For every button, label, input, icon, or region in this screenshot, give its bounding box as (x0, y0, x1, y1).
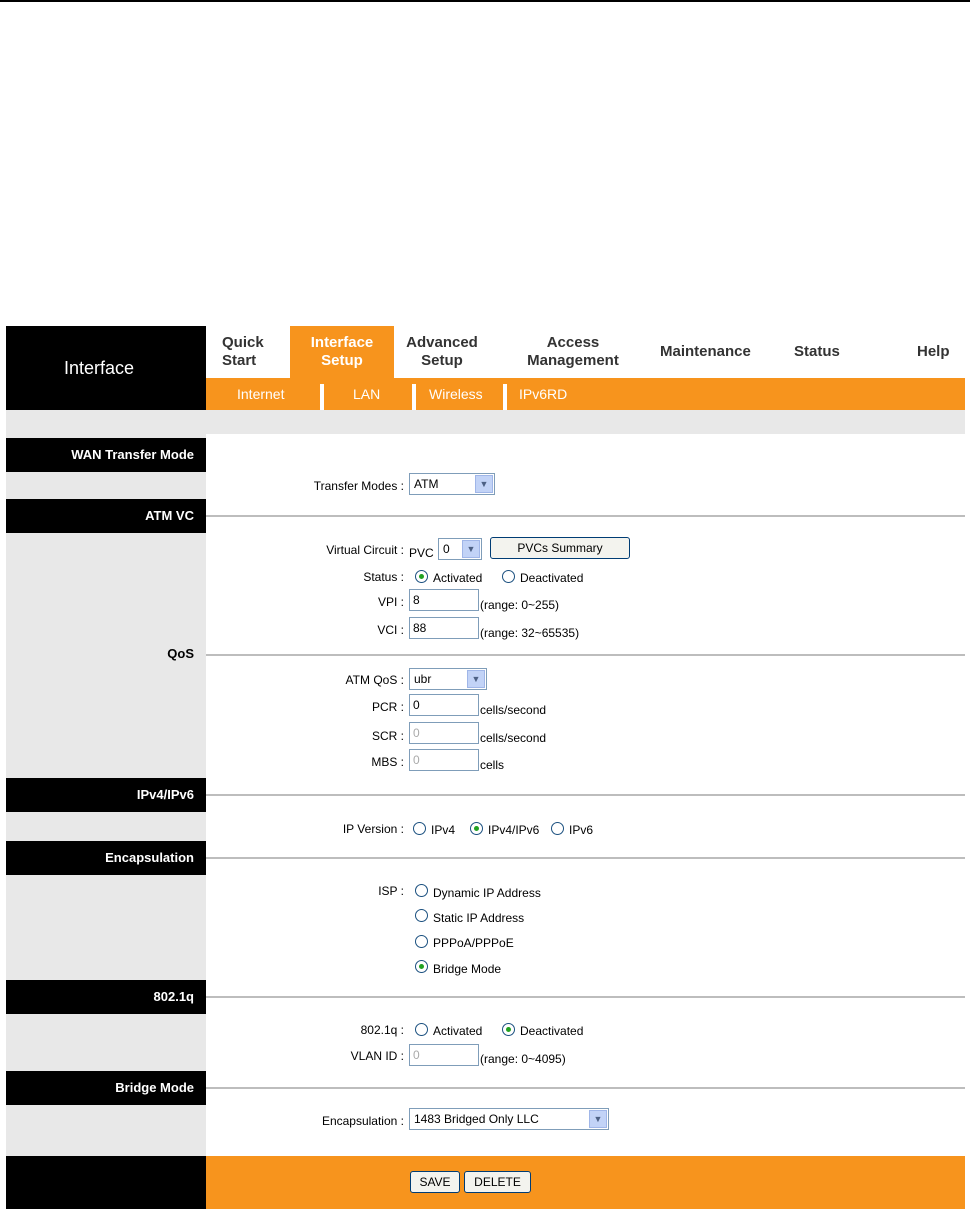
atm-qos-select[interactable] (409, 668, 487, 690)
isp-bridge-label: Bridge Mode (433, 962, 502, 976)
ipv6-radio[interactable] (551, 822, 564, 835)
tab-quick-start-line1: Quick (222, 334, 264, 351)
tab-status[interactable]: Status (794, 343, 840, 360)
atm-qos-label: ATM QoS : (345, 673, 404, 687)
mbs-unit: cells (480, 758, 505, 772)
section-divider (206, 515, 965, 517)
status-deactivated-radio[interactable] (502, 570, 515, 583)
dot1q-activated-radio[interactable] (415, 1023, 428, 1036)
section-802-1q: 802.1q (6, 980, 206, 1014)
section-divider (206, 996, 965, 998)
section-encapsulation: Encapsulation (6, 841, 206, 875)
section-divider (206, 857, 965, 859)
mbs-input[interactable]: 0 (409, 749, 479, 771)
status-deactivated-label: Deactivated (520, 571, 584, 585)
scr-unit: cells/second (480, 731, 547, 745)
vpi-input[interactable]: 8 (409, 589, 479, 611)
chevron-down-icon: ▼ (589, 1110, 607, 1128)
status-activated-label: Activated (433, 571, 483, 585)
mbs-label: MBS : (371, 755, 404, 769)
isp-pppoa-radio[interactable] (415, 935, 428, 948)
vpi-label: VPI : (377, 595, 404, 609)
bridge-encapsulation-select[interactable] (409, 1108, 609, 1130)
isp-static-label: Static IP Address (433, 911, 525, 925)
pcr-label: PCR : (371, 700, 404, 714)
main-nav (206, 326, 965, 378)
isp-bridge-radio[interactable] (415, 960, 428, 973)
pcr-input[interactable]: 0 (409, 694, 479, 716)
ipv4ipv6-label: IPv4/IPv6 (488, 823, 540, 837)
pvc-value: 0 (443, 542, 450, 556)
virtual-circuit-label: Virtual Circuit : (326, 543, 404, 557)
tab-maintenance[interactable]: Maintenance (660, 343, 751, 360)
tab-interface-setup-line2: Setup (321, 352, 363, 369)
section-wan-transfer-mode: WAN Transfer Mode (6, 438, 206, 472)
vlan-id-range: (range: 0~4095) (480, 1052, 566, 1066)
chevron-down-icon: ▼ (467, 670, 485, 688)
isp-pppoa-label: PPPoA/PPPoE (433, 936, 514, 950)
transfer-modes-select[interactable] (409, 473, 495, 495)
subtab-ipv6rd[interactable]: IPv6RD (519, 386, 568, 402)
isp-label: ISP : (378, 884, 404, 898)
page-title: Interface (64, 358, 135, 378)
section-divider (206, 654, 965, 656)
save-button[interactable]: SAVE (410, 1171, 460, 1193)
isp-static-radio[interactable] (415, 909, 428, 922)
pcr-unit: cells/second (480, 703, 547, 717)
subtab-internet[interactable]: Internet (237, 386, 285, 402)
scr-label: SCR : (371, 729, 404, 743)
bridge-encapsulation-value: 1483 Bridged Only LLC (414, 1112, 539, 1126)
chevron-down-icon: ▼ (462, 540, 480, 558)
vpi-range: (range: 0~255) (480, 598, 560, 612)
chevron-down-icon: ▼ (475, 475, 493, 493)
section-bridge-mode: Bridge Mode (6, 1071, 206, 1105)
dot1q-activated-label: Activated (433, 1024, 483, 1038)
isp-dynamic-label: Dynamic IP Address (433, 886, 541, 900)
dot1q-deactivated-label: Deactivated (520, 1024, 584, 1038)
section-qos: QoS (167, 646, 194, 661)
vlan-id-label: VLAN ID : (350, 1049, 404, 1063)
tab-access-management[interactable] (518, 326, 628, 378)
bridge-encapsulation-label: Encapsulation : (321, 1114, 404, 1128)
ip-version-label: IP Version : (342, 822, 404, 836)
tab-quick-start-line2: Start (222, 352, 257, 369)
atm-qos-value: ubr (414, 672, 432, 686)
tab-advanced-setup-line2: Setup (421, 352, 463, 369)
transfer-modes-label: Transfer Modes : (313, 479, 404, 493)
scr-input[interactable]: 0 (409, 722, 479, 744)
pvc-select[interactable] (438, 538, 482, 560)
tab-advanced-setup[interactable] (406, 326, 478, 378)
pvcs-summary-button[interactable]: PVCs Summary (490, 537, 630, 559)
vlan-id-input[interactable]: 0 (409, 1044, 479, 1066)
vci-range: (range: 32~65535) (480, 626, 580, 640)
isp-dynamic-radio[interactable] (415, 884, 428, 897)
subnav-separator (412, 384, 416, 410)
subnav-separator (503, 384, 507, 410)
tab-interface-setup[interactable] (290, 326, 394, 378)
footer-left-panel (6, 1156, 206, 1209)
status-activated-radio[interactable] (415, 570, 428, 583)
tab-access-management-line2: Management (527, 352, 619, 369)
pvc-prefix: PVC (409, 546, 434, 560)
tab-advanced-setup-line1: Advanced (406, 334, 478, 351)
dot1q-deactivated-radio[interactable] (502, 1023, 515, 1036)
ipv6-label: IPv6 (569, 823, 594, 837)
delete-button[interactable]: DELETE (464, 1171, 531, 1193)
section-divider (206, 1087, 965, 1089)
section-divider (206, 794, 965, 796)
status-label: Status : (363, 570, 404, 584)
section-ipv4ipv6: IPv4/IPv6 (6, 778, 206, 812)
footer-bar (206, 1156, 965, 1209)
ipv4ipv6-radio[interactable] (470, 822, 483, 835)
vci-label: VCI : (377, 623, 404, 637)
subnav-separator (320, 384, 324, 410)
tab-interface-setup-line1: Interface (310, 334, 374, 351)
ipv4-label: IPv4 (431, 823, 456, 837)
transfer-modes-value: ATM (414, 477, 439, 491)
tab-help[interactable]: Help (917, 343, 950, 360)
subtab-lan[interactable]: LAN (353, 386, 381, 402)
section-atm-vc: ATM VC (6, 499, 206, 533)
top-border-line (0, 0, 970, 2)
tab-access-management-line1: Access (546, 334, 600, 351)
dot1q-label: 802.1q : (360, 1023, 404, 1037)
sub-nav (206, 378, 965, 410)
header-spacer-bar (6, 410, 965, 434)
vci-input[interactable]: 88 (409, 617, 479, 639)
ipv4-radio[interactable] (413, 822, 426, 835)
subtab-wireless[interactable]: Wireless (429, 386, 483, 402)
tab-quick-start[interactable] (222, 326, 264, 378)
